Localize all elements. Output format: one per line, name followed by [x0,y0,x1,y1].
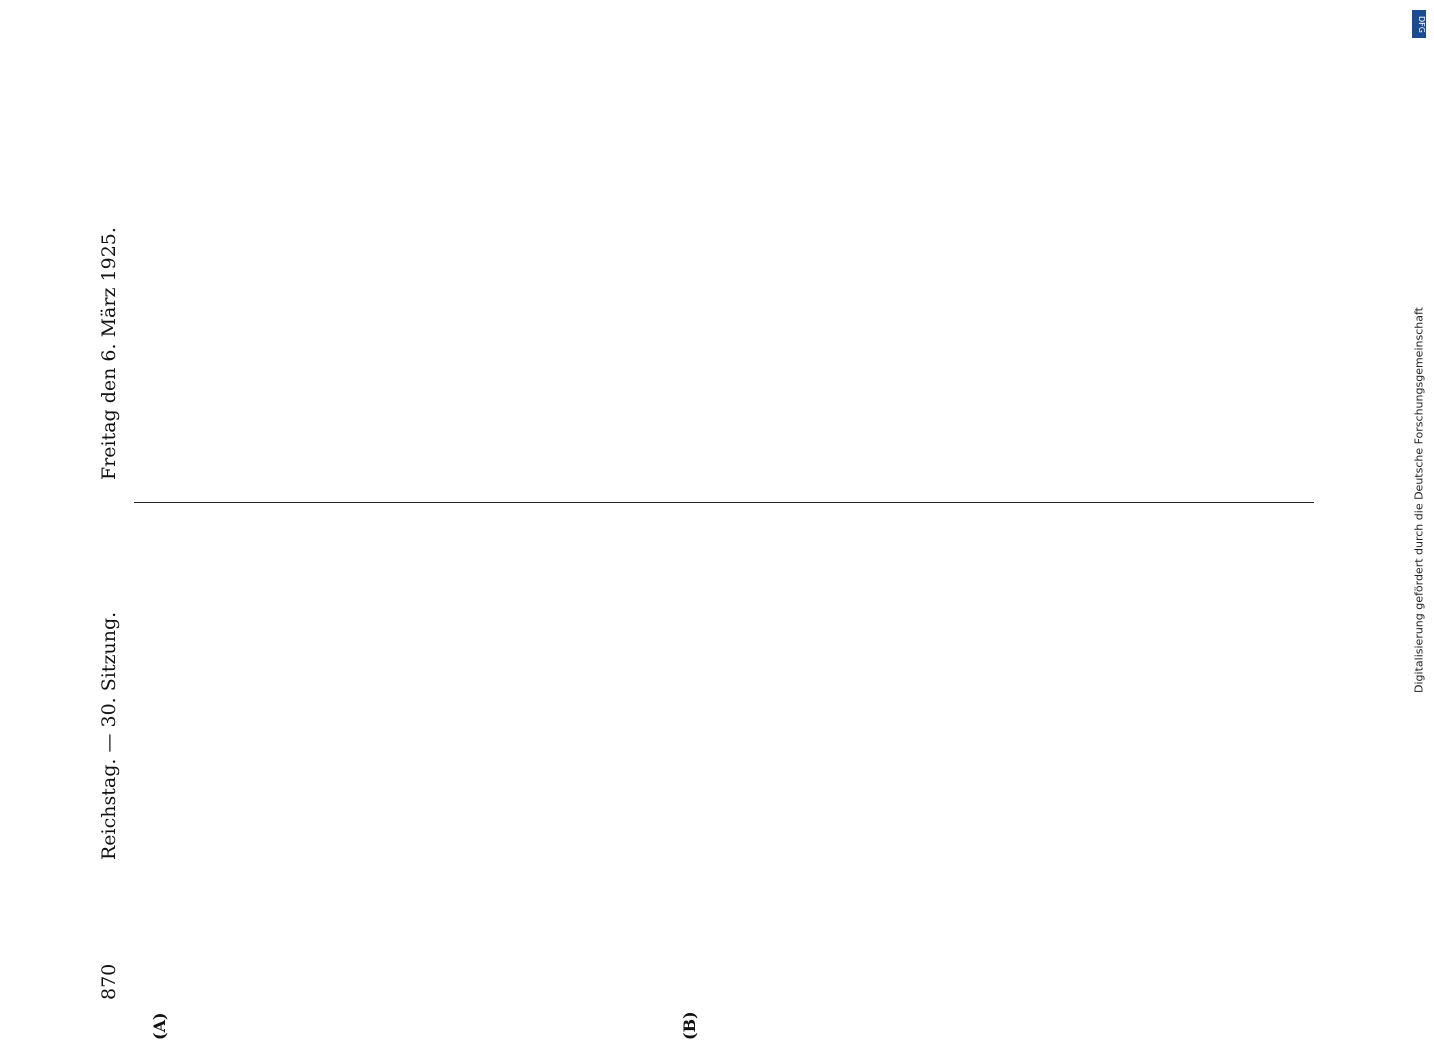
left-running-head: Reichstag. — 30. Sitzung. [98,611,120,860]
margin-marker-a: (A) [150,1012,169,1040]
page-number: 870 [98,963,120,1000]
left-column [134,530,1324,1000]
scan-credit-text: Digitalisierung gefördert durch die Deutsche Forschungsgemeinschaft [1412,307,1426,693]
column-divider [134,502,1314,503]
scan-credit-strip [1404,0,1434,1000]
dfg-logo: DFG [1412,10,1426,38]
right-running-head: Freitag den 6. März 1925. [98,227,120,480]
page-scan [90,0,1320,1040]
right-column [134,10,1324,480]
margin-marker-b: (B) [680,1011,699,1040]
running-header [90,0,130,1000]
